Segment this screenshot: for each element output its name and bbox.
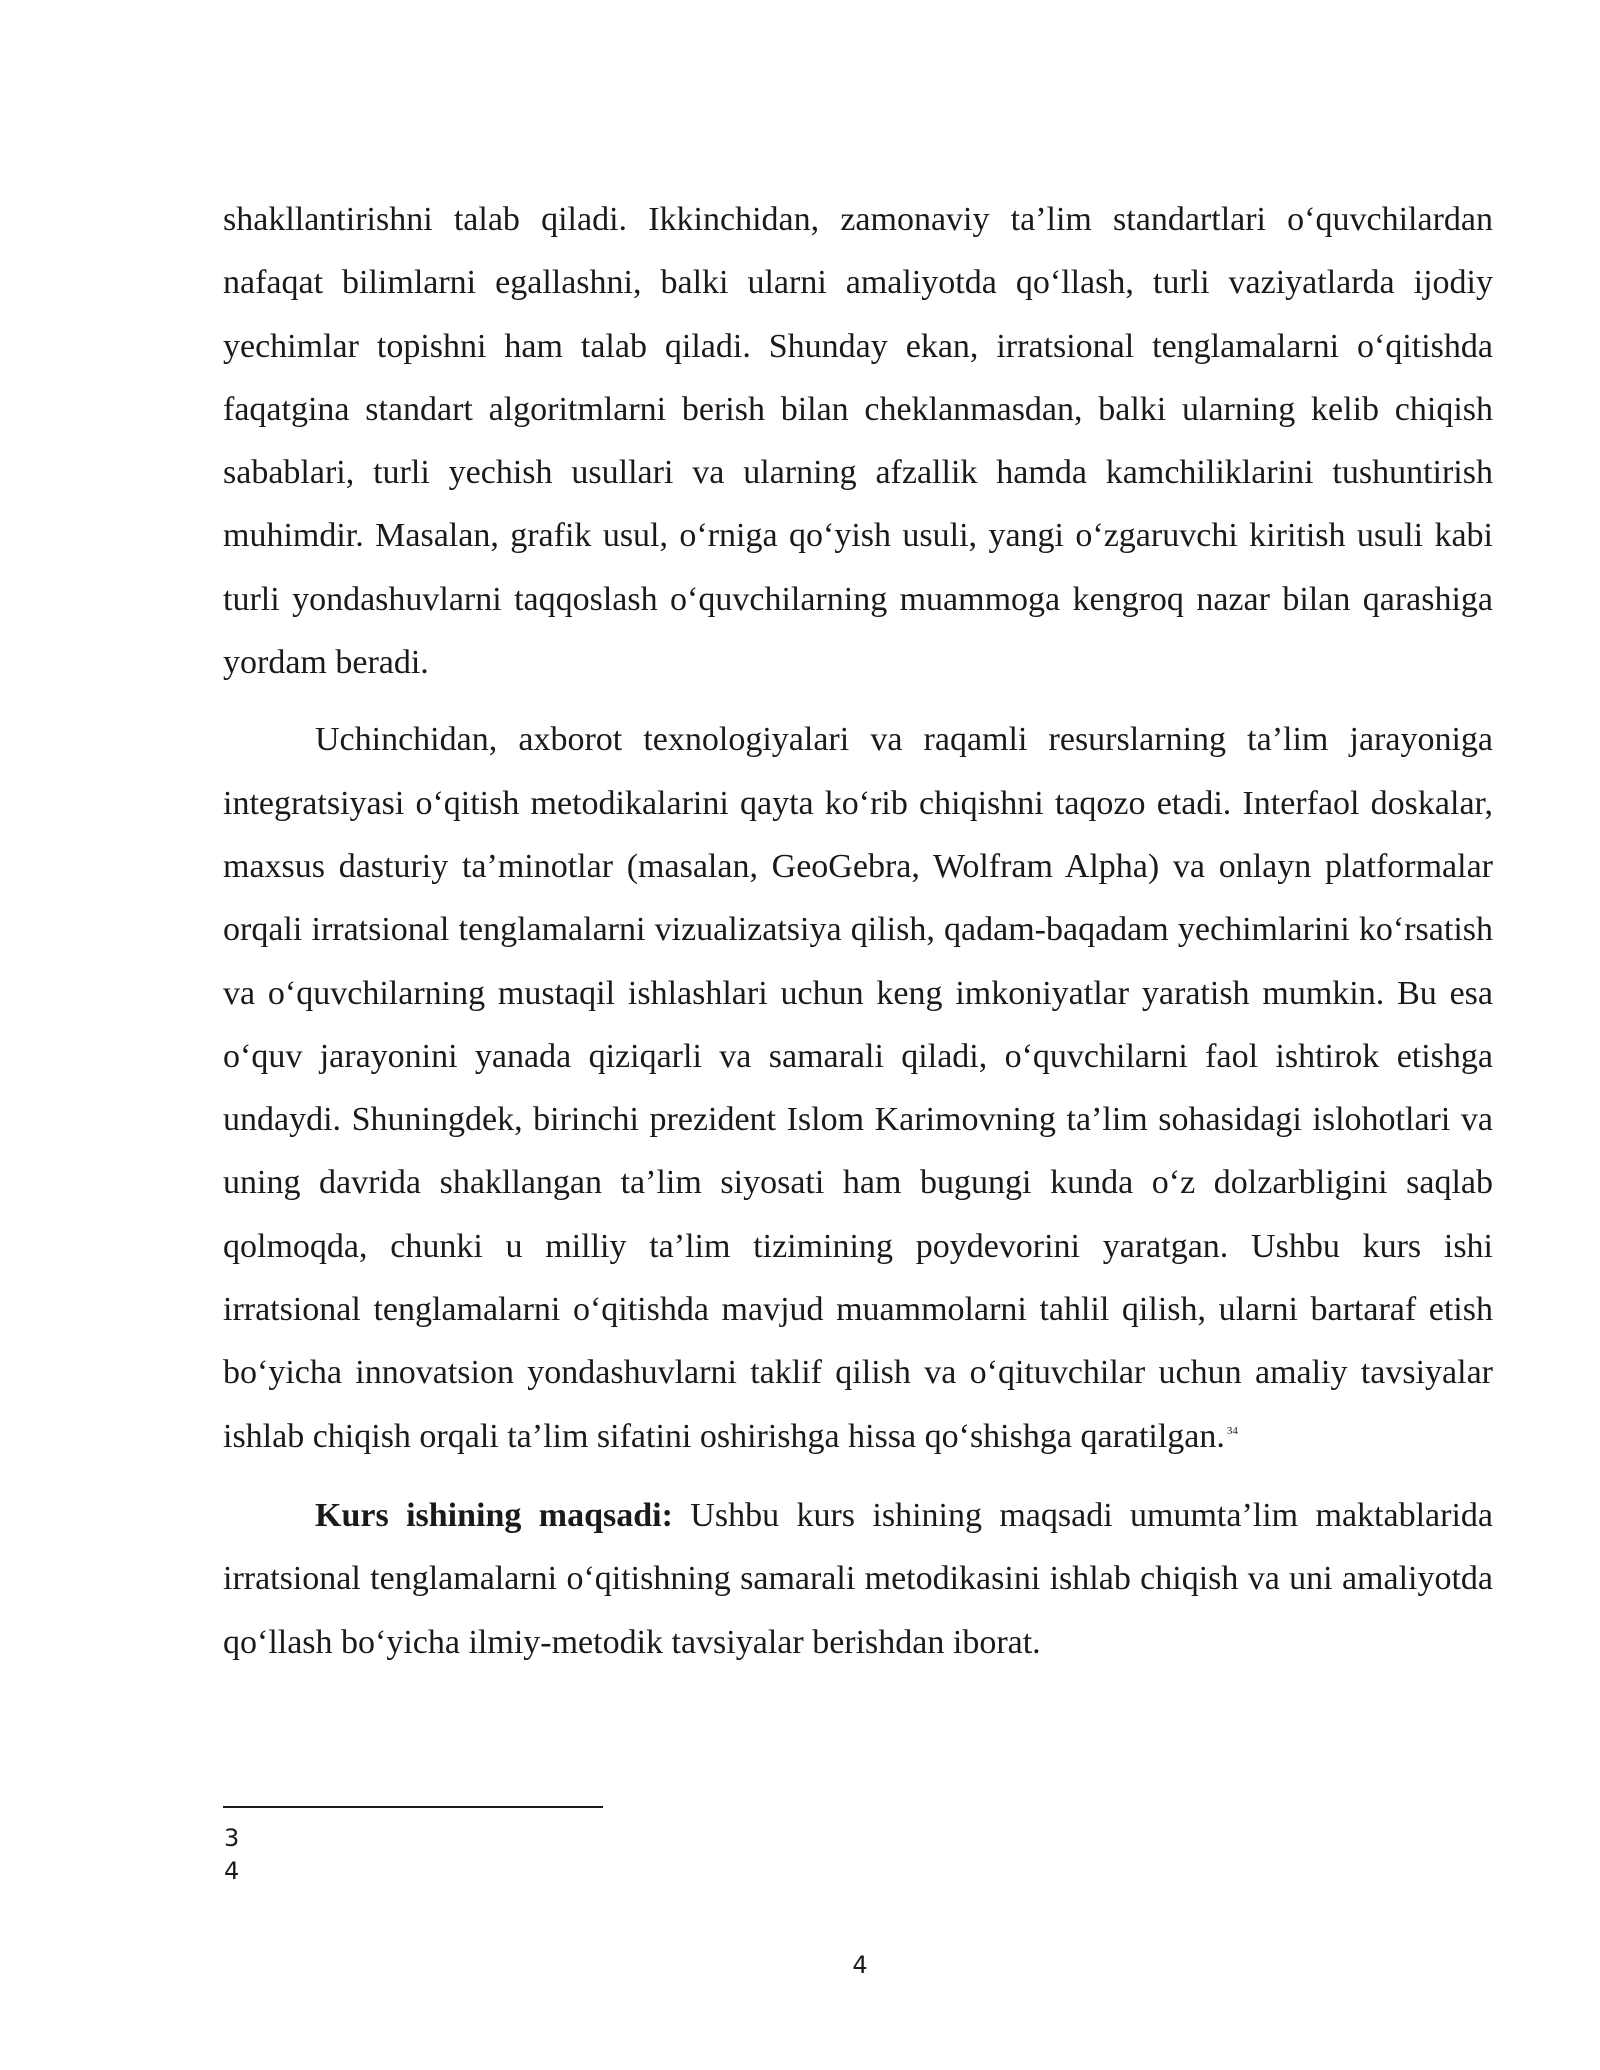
- footnote-number-line-1: 3: [224, 1824, 240, 1852]
- course-aim-label: Kurs ishining maqsadi:: [315, 1496, 673, 1534]
- paragraph-thirdly: [223, 708, 1493, 1468]
- footnote-reference: 34: [1226, 1425, 1238, 1438]
- paragraph-continuation: [223, 188, 1493, 694]
- page-number: 4: [852, 1951, 868, 1979]
- paragraph-course-aim: [223, 1484, 1493, 1674]
- course-aim-text: Ushbu kurs ishining maqsadi umumta’lim maktablarida irratsional tenglamalarni o‘qitishning samarali metodikasini ishlab chiqish va uni amaliyotda qo‘llash bo‘yicha ilmiy-metodik tavsiyalar berishdan iborat.: [223, 1496, 1493, 1661]
- footnote-number-line-2: 4: [224, 1857, 240, 1885]
- footnotes: [224, 1822, 239, 1888]
- body-text: [223, 188, 1493, 1674]
- paragraph-1-text: shakllantirishni talab qiladi. Ikkinchidan, zamonaviy ta’lim standartlari o‘quvchilardan nafaqat bilimlarni egallashni, balki ularni amaliyotda qo‘llash, turli vaziyatlarda ijodiy yechimlar topishni ham talab qiladi. Shunday ekan, irratsional tenglamalarni o‘qitishda faqatgina standart algoritmlarni berish bilan cheklanmasdan, balki ularning kelib chiqish sabablari, turli yechish usullari va ularning afzallik hamda kamchiliklarini tushuntirish muhimdir. Masalan, grafik usul, o‘rniga qo‘yish usuli, yangi o‘zgaruvchi kiritish usuli kabi turli yondashuvlarni taqqoslash o‘quvchilarning muammoga kengroq nazar bilan qarashiga yordam beradi.: [223, 201, 1493, 682]
- footnote-separator: [223, 1806, 603, 1808]
- paragraph-2-text: Uchinchidan, axborot texnologiyalari va raqamli resurslarning ta’lim jarayoniga integratsiyasi o‘qitish metodikalarini qayta ko‘rib chiqishni taqozo etadi. Interfaol doskalar, maxsus dasturiy ta’minotlar (masalan, GeoGebra, Wolfram Alpha) va onlayn platformalar orqali irratsional tenglamalarni vizualizatsiya qilish, qadam-baqadam yechimlarini ko‘rsatish va o‘quvchilarning mustaqil ishlashlari uchun keng imkoniyatlar yaratish mumkin. Bu esa o‘quv jarayonini yanada qiziqarli va samarali qiladi, o‘quvchilarni faol ishtirok etishga undaydi. Shuningdek, birinchi prezident Islom Karimovning ta’lim sohasidagi islohotlari va uning davrida shakllangan ta’lim siyosati ham bugungi kunda o‘z dolzarbligini saqlab qolmoqda, chunki u milliy ta’lim tizimining poydevorini yaratgan. Ushbu kurs ishi irratsional tenglamalarni o‘qitishda mavjud muammolarni tahlil qilish, ularni bartaraf etish bo‘yicha innovatsion yondashuvlarni taklif qilish va o‘qituvchilar uchun amaliy tavsiyalar ishlab chiqish orqali ta’lim sifatini oshirishga hissa qo‘shishga qaratilgan.: [223, 721, 1493, 1455]
